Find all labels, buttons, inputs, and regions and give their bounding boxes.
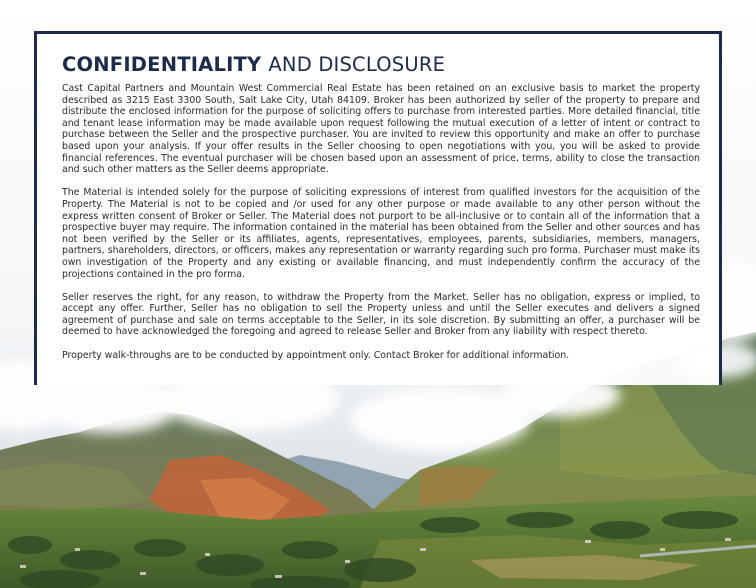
paragraph-engagement: Cast Capital Partners and Mountain West Commercial Real Estate has been retained on an exclusive basis to market the property described as 3215 East 3300 South, Salt Lake City, Utah 84109. Broker has been authorized by seller of the property to prepare and distribute the enclosed information for the purpose of soliciting offers to purchase from interested parties. More detailed financial, title and tenant lease information may be made available upon request following the mutual execution of a letter of intent or contract to purchase between the Seller and the prospective purchaser. You are invited to review this opportunity and make an offer to purchase based upon your analysis. If your offer results in the Seller choosing to open negotiations with you, you will be asked to provide financial references. The eventual purchaser will be chosen based upon an assessment of price, terms, ability to close the transaction and such other matters as the Seller deems appropriate. (62, 83, 700, 176)
paragraph-walkthroughs: Property walk-throughs are to be conducted by appointment only. Contact Broker for additional information. (62, 349, 570, 361)
title-light: AND DISCLOSURE (268, 53, 446, 76)
confidentiality-panel (34, 31, 722, 385)
disclosure-body (62, 83, 700, 361)
paragraph-withdrawal: Seller reserves the right, for any reason, to withdraw the Property from the Market. Seller has no obligation, express or implied, to accept any offer. Further, Seller has no obligation to sell the Property unless and until the Seller executes and delivers a signed agreement of purchase and sale on terms acceptable to the Seller, in its sole discretion. By submitting an offer, a purchaser will be deemed to have acknowledged the foregoing and agreed to release Seller and Broker from any liability with respect thereto. (62, 291, 700, 338)
page-title (62, 54, 445, 76)
title-bold: CONFIDENTIALITY (62, 53, 262, 76)
paragraph-material: The Material is intended solely for the purpose of soliciting expressions of interest from qualified investors for the acquisition of the Property. The Material is not to be copied and /or used for any other purpose or made available to any other person without the express written consent of Broker or Seller. The Material does not purport to be all-inclusive or to contain all of the information that a prospective buyer may require. The information contained in the material has been obtained from the Seller and other sources and has not been verified by the Seller or its affiliates, agents, representatives, employees, parents, subsidiaries, members, managers, partners, shareholders, directors, or officers, makes any representation or warranty regarding such pro forma. Purchaser must make its own investigation of the Property and any existing or available financing, and must independently confirm the accuracy of the projections contained in the pro forma. (62, 187, 700, 280)
